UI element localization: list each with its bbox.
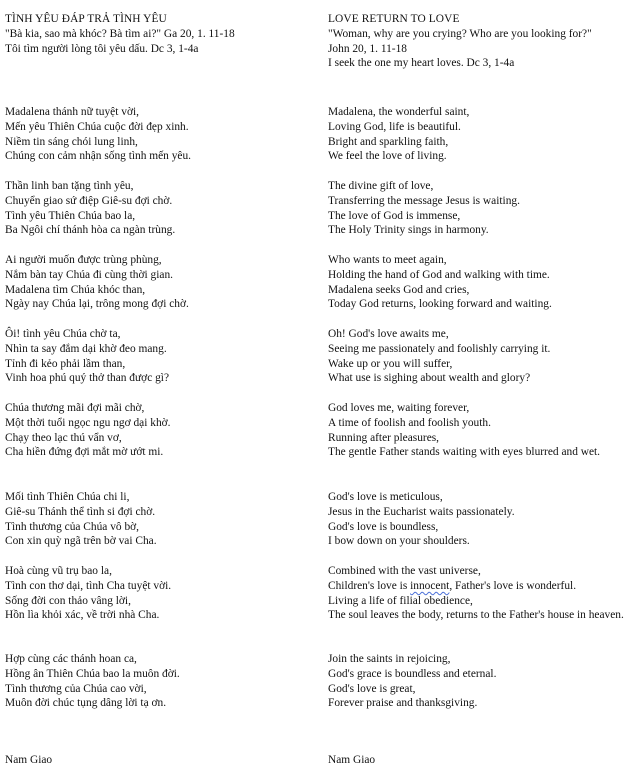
poem-line: Madalena seeks God and cries, (328, 283, 470, 296)
right-stanza-7 (328, 564, 624, 623)
english-signature: Nam Giao (328, 754, 376, 766)
poem-line: Jesus in the Eucharist waits passionately. (328, 505, 515, 518)
poem-line: Join the saints in rejoicing, (328, 652, 451, 665)
poem-line: Madalena thánh nữ tuyệt vời, (5, 105, 139, 118)
poem-line: The soul leaves the body, returns to the Father's house in heaven. (328, 609, 624, 622)
poem-line: Who wants to meet again, (328, 253, 447, 266)
poem-line: Ai người muốn được trùng phùng, (5, 253, 162, 266)
poem-line: Tình con thơ dại, tình Cha tuyệt vời. (5, 579, 172, 592)
poem-line: I bow down on your shoulders. (328, 535, 470, 548)
left-stanza-2 (5, 179, 305, 238)
right-stanza-3 (328, 253, 624, 312)
poem-line: Tình yêu Thiên Chúa bao la, (5, 209, 136, 222)
poem-line: God loves me, waiting forever, (328, 401, 470, 414)
right-stanza-8 (328, 652, 624, 711)
vietnamese-title: TÌNH YÊU ĐÁP TRẢ TÌNH YÊU (5, 13, 167, 25)
poem-line: Tình thương của Chúa cao vời, (5, 682, 147, 695)
english-reference-1: "Woman, why are you crying? Who are you looking for?" (328, 27, 592, 40)
poem-line: Nhìn ta say đắm dại khờ đeo mang. (5, 342, 167, 355)
poem-line: Oh! God's love awaits me, (328, 327, 449, 340)
spellcheck-flagged-word[interactable]: innocent (410, 579, 450, 592)
poem-line: Vinh hoa phú quý thở than được gì? (5, 372, 170, 385)
poem-line: The love of God is immense, (328, 209, 461, 222)
poem-line: Hồn lìa khỏi xác, về trời nhà Cha. (5, 609, 160, 622)
poem-line: God's love is great, (328, 682, 416, 695)
vietnamese-reference-2: Tôi tìm người lòng tôi yêu dấu. Dc 3, 1-4a (5, 42, 199, 55)
poem-line: Hợp cùng các thánh hoan ca, (5, 652, 137, 665)
poem-line: Madalena tìm Chúa khóc than, (5, 283, 146, 296)
poem-line: Chạy theo lạc thú vẩn vơ, (5, 431, 122, 444)
poem-line: God's love is boundless, (328, 520, 439, 533)
poem-line: Sống đời con thảo vâng lời, (5, 594, 131, 607)
left-stanza-6 (5, 490, 305, 549)
poem-line: Con xin quỳ ngã trên bờ vai Cha. (5, 535, 157, 548)
poem-line: A time of foolish and foolish youth. (328, 416, 491, 429)
poem-line: Cha hiền đứng đợi mắt mờ ướt mi. (5, 446, 164, 459)
left-stanza-8 (5, 652, 305, 711)
poem-line: We feel the love of living. (328, 150, 447, 163)
poem-line: The divine gift of love, (328, 179, 434, 192)
poem-line: God's grace is boundless and eternal. (328, 667, 497, 680)
poem-line: Forever praise and thanksgiving. (328, 697, 478, 710)
poem-line: Mến yêu Thiên Chúa cuộc đời đẹp xinh. (5, 120, 189, 133)
english-reference-3: I seek the one my heart loves. Dc 3, 1-4a (328, 57, 515, 70)
poem-line: What use is sighing about wealth and glory? (328, 372, 531, 385)
poem-line: Children's love is innocent, Father's love is wonderful. (328, 579, 577, 592)
poem-line: Running after pleasures, (328, 431, 440, 444)
poem-line: God's love is meticulous, (328, 490, 443, 503)
poem-line: Muôn đời chúc tụng dâng lời tạ ơn. (5, 697, 167, 710)
right-stanza-2 (328, 179, 624, 238)
poem-line: Holding the hand of God and walking with time. (328, 268, 550, 281)
poem-line: Today God returns, looking forward and waiting. (328, 298, 552, 311)
english-reference-2: John 20, 1. 11-18 (328, 42, 407, 55)
left-stanza-1 (5, 105, 305, 164)
right-stanza-6 (328, 490, 624, 549)
poem-line: Hoà cùng vũ trụ bao la, (5, 564, 112, 577)
poem-line: Wake up or you will suffer, (328, 357, 453, 370)
poem-line: Giê-su Thánh thể tình si đợi chờ. (5, 505, 156, 518)
poem-line: The Holy Trinity sings in harmony. (328, 224, 489, 237)
poem-line: Transferring the message Jesus is waiting. (328, 194, 520, 207)
poem-line: Hồng ân Thiên Chúa bao la muôn đời. (5, 667, 180, 680)
vietnamese-reference-1: "Bà kia, sao mà khóc? Bà tìm ai?" Ga 20, 1. 11-18 (5, 27, 235, 40)
poem-line: Seeing me passionately and foolishly carrying it. (328, 342, 551, 355)
english-column (328, 12, 624, 710)
poem-line: Thần linh ban tặng tình yêu, (5, 179, 134, 192)
poem-line: Một thời tuổi ngọc ngu ngơ dại khờ. (5, 416, 171, 429)
right-stanza-5 (328, 401, 624, 460)
poem-line: Bright and sparkling faith, (328, 135, 449, 148)
english-title: LOVE RETURN TO LOVE (328, 13, 460, 25)
left-stanza-3 (5, 253, 305, 312)
poem-line: Loving God, life is beautiful. (328, 120, 461, 133)
poem-line: Nắm bàn tay Chúa đi cùng thời gian. (5, 268, 173, 281)
poem-line: Mối tình Thiên Chúa chi li, (5, 490, 130, 503)
poem-line: Chuyển giao sứ điệp Giê-su đợi chờ. (5, 194, 173, 207)
poem-line: Ngày nay Chúa lại, trông mong đợi chờ. (5, 298, 189, 311)
poem-line: Combined with the vast universe, (328, 564, 481, 577)
left-stanza-5 (5, 401, 305, 460)
poem-line: Tình thương của Chúa vô bờ, (5, 520, 140, 533)
poem-line: Tỉnh đi kẻo phải lầm than, (5, 357, 126, 370)
poem-line: Chúng con cảm nhận sống tình mến yêu. (5, 150, 192, 163)
poem-line: Ba Ngôi chí thánh hòa ca ngàn trùng. (5, 224, 176, 237)
poem-line: Ôi! tình yêu Chúa chờ ta, (5, 327, 121, 340)
vietnamese-signature: Nam Giao (5, 754, 53, 766)
left-stanza-4 (5, 327, 305, 386)
vietnamese-column (5, 12, 305, 710)
poem-line: The gentle Father stands waiting with eyes blurred and wet. (328, 446, 601, 459)
poem-line: Madalena, the wonderful saint, (328, 105, 470, 118)
right-stanza-4 (328, 327, 624, 386)
poem-line: Chúa thương mãi đợi mãi chờ, (5, 401, 145, 414)
right-stanza-1 (328, 105, 624, 164)
poem-line: Niềm tin sáng chói lung linh, (5, 135, 138, 148)
poem-line: Living a life of filial obedience, (328, 594, 473, 607)
left-stanza-7 (5, 564, 305, 623)
